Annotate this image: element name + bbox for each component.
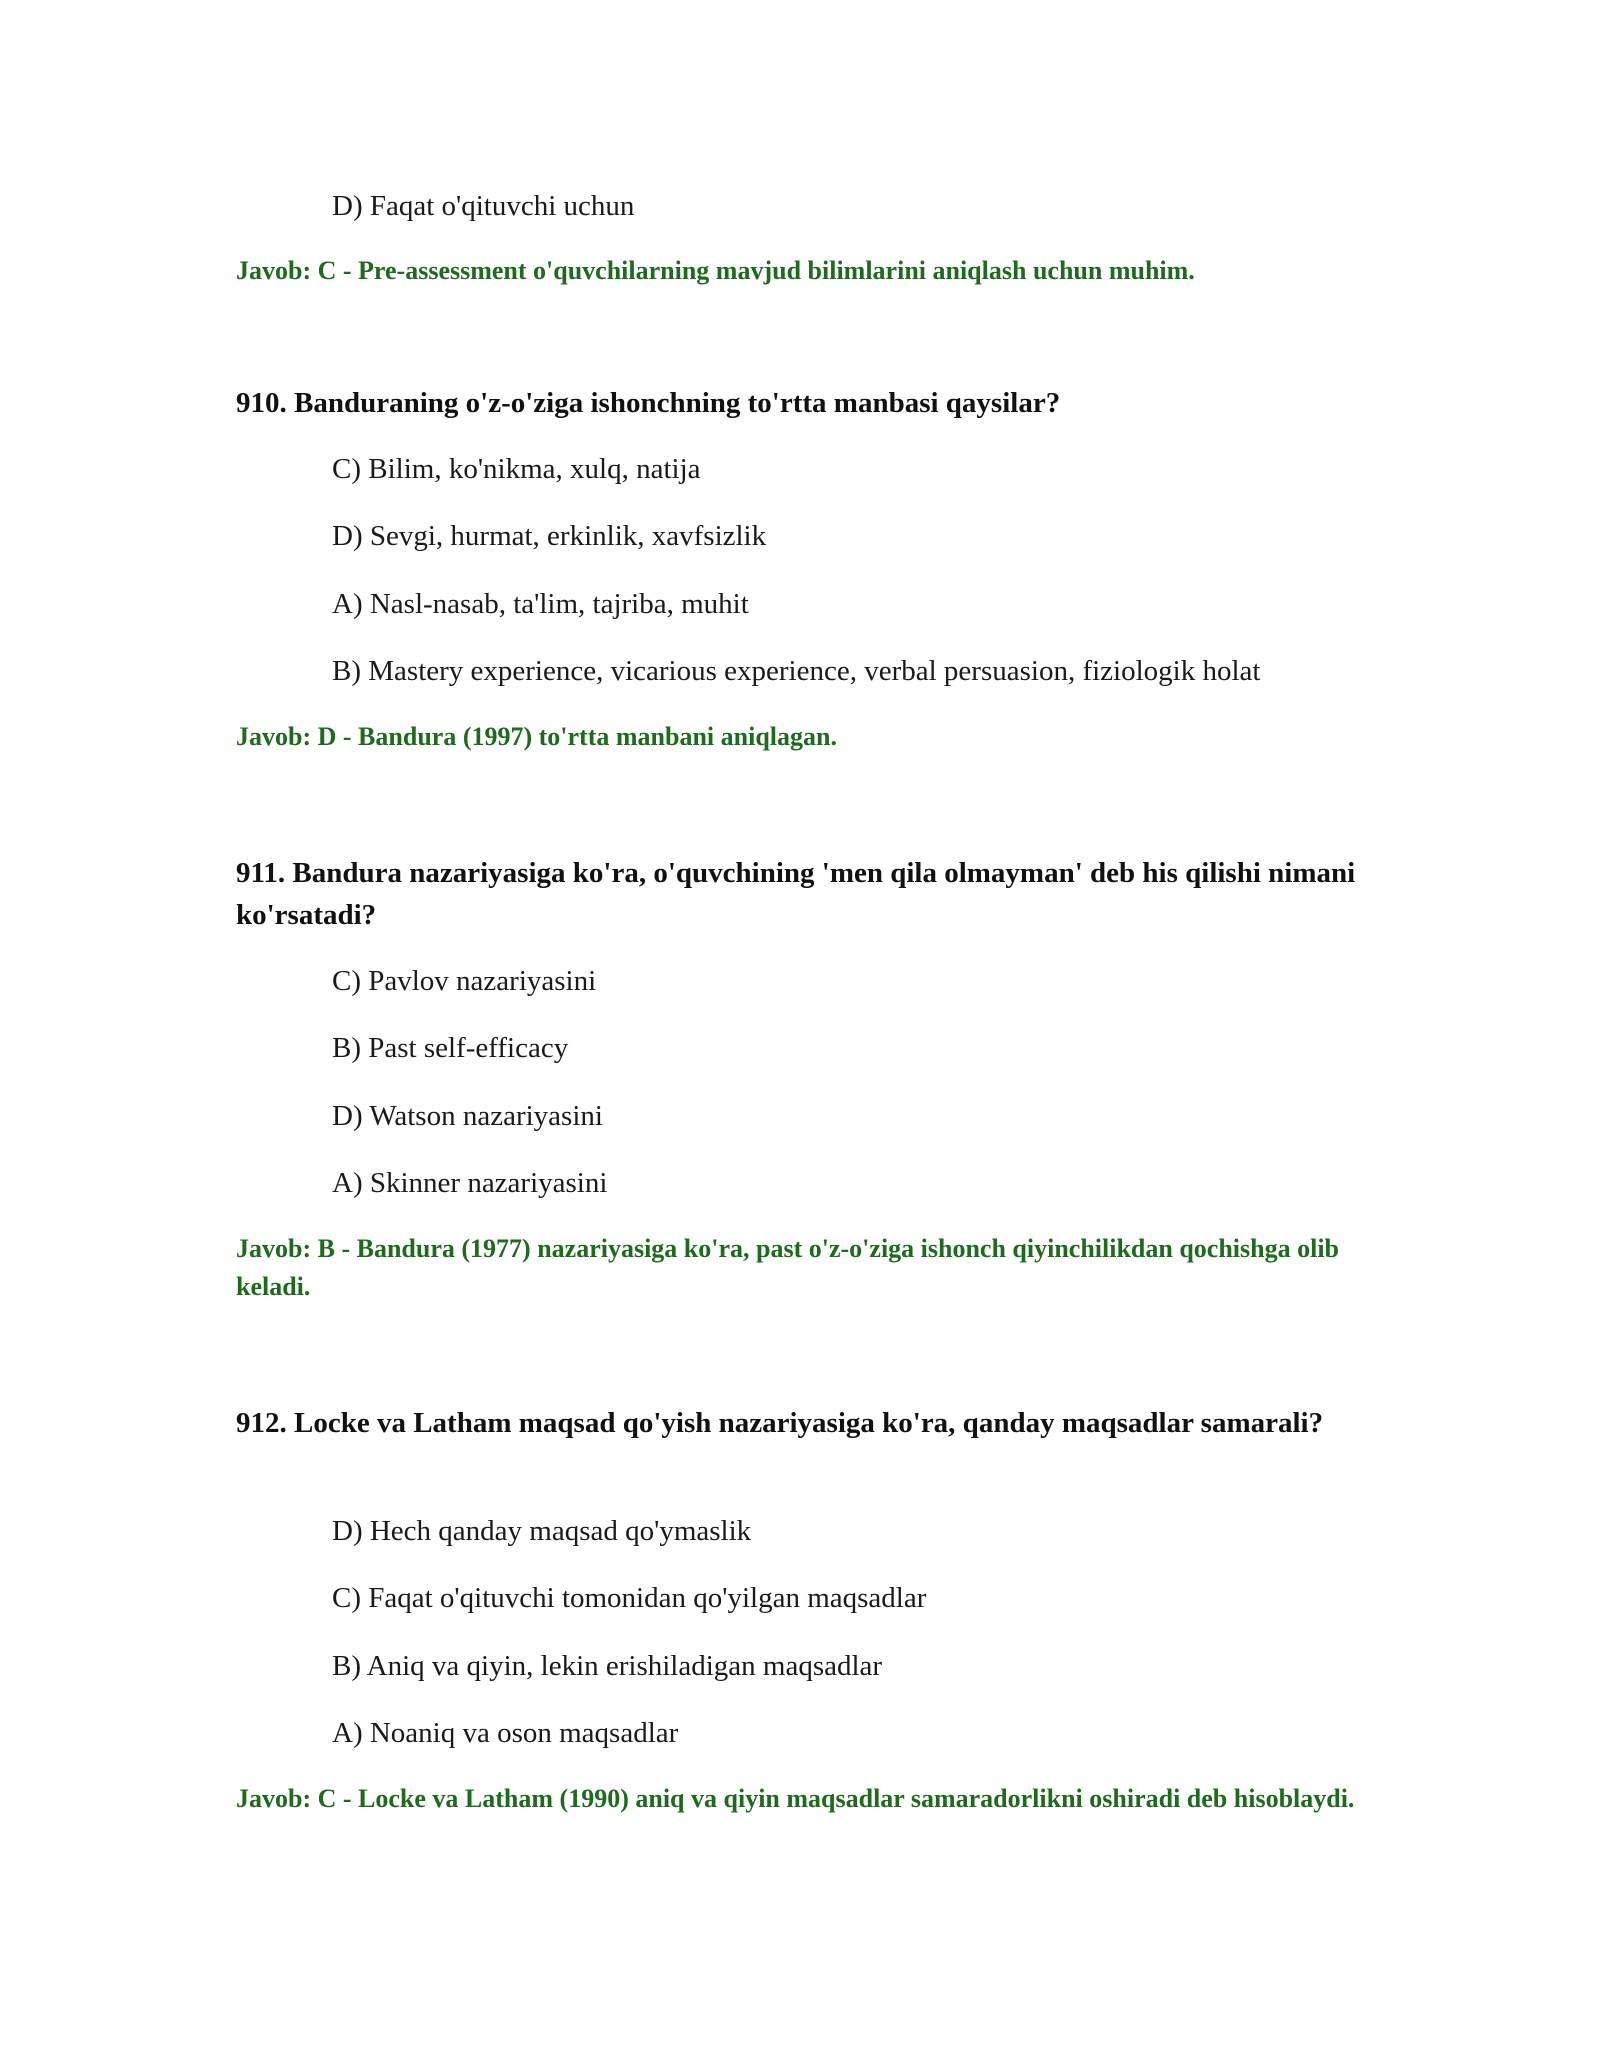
answer-text: Javob: C - Pre-assessment o'quvchilarning mavjud bilimlarini aniqlash uchun muhim. bbox=[236, 256, 1195, 285]
option-item: A) Skinner nazariyasini bbox=[332, 1167, 608, 1199]
option-item: C) Bilim, ko'nikma, xulq, natija bbox=[332, 453, 701, 485]
option-item: D) Watson nazariyasini bbox=[332, 1100, 603, 1132]
option-item: D) Faqat o'qituvchi uchun bbox=[332, 190, 635, 222]
option-item: B) Past self-efficacy bbox=[332, 1032, 569, 1064]
question-910-title: 910. Banduraning o'z-o'ziga ishonchning to'rtta manbasi qaysilar? bbox=[236, 387, 1061, 419]
option-item: A) Nasl-nasab, ta'lim, tajriba, muhit bbox=[332, 588, 749, 620]
option-item: A) Noaniq va oson maqsadlar bbox=[332, 1717, 679, 1749]
option-item: C) Pavlov nazariyasini bbox=[332, 965, 597, 997]
option-item: C) Faqat o'qituvchi tomonidan qo'yilgan maqsadlar bbox=[332, 1582, 927, 1614]
answer-text: Javob: C - Locke va Latham (1990) aniq va qiyin maqsadlar samaradorlikni oshiradi deb hisoblaydi. bbox=[236, 1784, 1355, 1813]
option-item: D) Hech qanday maqsad qo'ymaslik bbox=[332, 1515, 752, 1547]
question-911-title: 911. Bandura nazariyasiga ko'ra, o'quvchining 'men qila olmayman' deb his qilishi nimani ko'rsatadi? bbox=[236, 857, 1356, 931]
answer-text: Javob: D - Bandura (1997) to'rtta manbani aniqlagan. bbox=[236, 722, 837, 751]
answer-text: Javob: B - Bandura (1977) nazariyasiga ko'ra, past o'z-o'ziga ishonch qiyinchilikdan qochishga olib keladi. bbox=[236, 1234, 1340, 1301]
question-912-title: 912. Locke va Latham maqsad qo'yish nazariyasiga ko'ra, qanday maqsadlar samarali? bbox=[236, 1407, 1324, 1439]
option-item: B) Aniq va qiyin, lekin erishiladigan maqsadlar bbox=[332, 1650, 883, 1682]
option-item: B) Mastery experience, vicarious experience, verbal persuasion, fiziologik holat bbox=[332, 655, 1261, 687]
option-item: D) Sevgi, hurmat, erkinlik, xavfsizlik bbox=[332, 520, 767, 552]
